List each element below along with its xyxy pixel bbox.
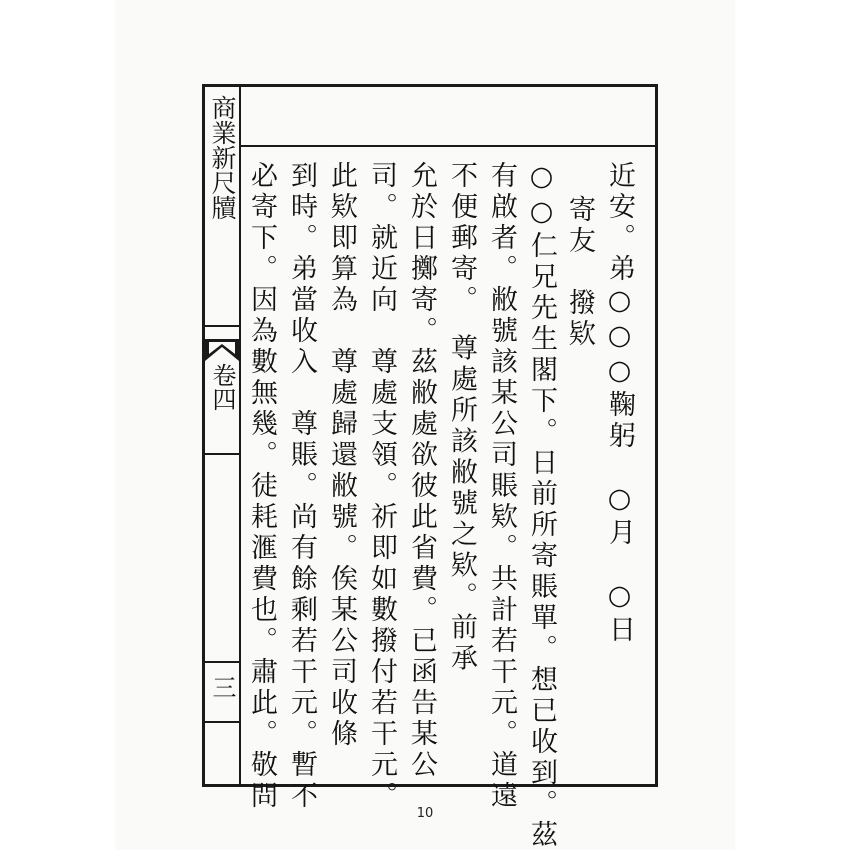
- margin-rule: [205, 661, 239, 663]
- text-column: 允於日擲寄。茲敝處欲彼此省費。已函告某公: [406, 161, 437, 781]
- header-band: [239, 87, 655, 147]
- text-column: 近安。弟○○○鞠躬 ○月 ○日: [604, 161, 635, 646]
- margin-rule: [205, 453, 239, 455]
- volume-label: 卷四: [208, 363, 236, 411]
- margin-rule: [205, 721, 239, 723]
- text-column: 不便郵寄。 尊處所該敝號之欵。前承: [446, 161, 477, 675]
- center-margin-column: [205, 87, 241, 784]
- text-column: 必寄下。因為數無幾。徒耗滙費也。肅此。敬問: [246, 161, 277, 812]
- fishtail-mark-icon: [205, 339, 239, 361]
- leaf-number: 三: [208, 675, 236, 699]
- margin-rule: [205, 325, 239, 327]
- text-column: 此欵即算為 尊處歸還敝號。俟某公司收條: [326, 161, 357, 750]
- text-column: 到時。弟當收入 尊賬。尚有餘剩若干元。暫不: [286, 161, 317, 812]
- text-column: ○○仁兄先生閣下。日前所寄賬單。想已收到。茲: [526, 161, 557, 851]
- text-column: 司。就近向 尊處支領。祈即如數撥付若干元。: [366, 161, 397, 812]
- text-column: 寄友 撥欵: [564, 195, 595, 350]
- book-title: 商業新尺牘: [208, 95, 237, 220]
- text-column: 有啟者。敝號該某公司賬欵。共計若干元。道遠: [486, 161, 517, 812]
- page-number: 10: [416, 806, 434, 821]
